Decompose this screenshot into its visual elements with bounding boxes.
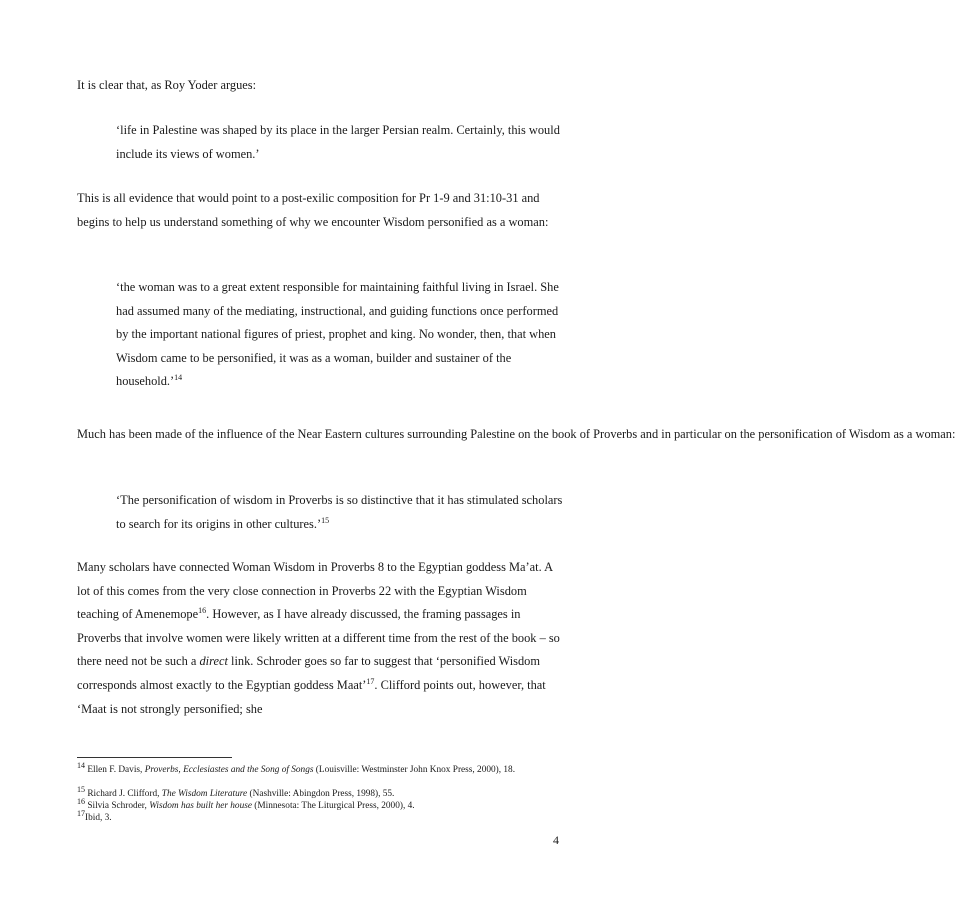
- footnote-number: 17: [77, 808, 85, 818]
- paragraph-post-exilic: This is all evidence that would point to a post-exilic composition for Pr 1-9 and 31:10-31 and begins to help us understand something of why we encounter Wisdom personified as a woman:: [77, 191, 549, 229]
- paragraph-text: link. Schroder goes so far to suggest that ‘personified Wisdom corresponds almost exactly to the Egyptian goddess Maat’: [77, 654, 541, 692]
- footnote-14: [77, 760, 567, 776]
- quote-text: ‘The personification of wisdom in Proverbs is so distinctive that it has stimulated scholars to search for its origins in other cultures.’: [116, 493, 563, 531]
- quote-text: ‘the woman was to a great extent responsible for maintaining faithful living in Israel. She had assumed many of the mediating, instructional, and guiding functions once performed by the important national figures of priest, prophet and king. No wonder, then, that when Wisdom came to be personified, it was as a woman, builder and sustainer of the household.’: [116, 280, 559, 389]
- footnote-number: 15: [77, 784, 85, 794]
- footnote-title: Proverbs, Ecclesiastes and the Song of Songs: [144, 765, 314, 775]
- footnote-ref-14: 14: [174, 373, 183, 383]
- paragraph-text: . However, as I have already discussed, the framing passages in Proverbs that involve women were likely written at a different time from the rest of the book – so there need not be such a: [77, 607, 560, 669]
- footnote-ref-15: 15: [321, 515, 330, 525]
- paragraph-near-eastern: Much has been made of the influence of the Near Eastern cultures surrounding Palestine on the book of Proverbs and in particular on the personification of Wisdom as a woman:: [77, 427, 955, 441]
- block-quote-clifford: [116, 489, 564, 536]
- footnote-title: The Wisdom Literature: [161, 789, 248, 799]
- footnote-text: (Louisville: Westminster John Knox Press, 2000), 18.: [313, 765, 516, 775]
- footnote-text: Richard J. Clifford,: [85, 789, 162, 799]
- paragraph-text: . Clifford points out, however, that ‘Maat is not strongly personified; she: [77, 677, 546, 716]
- footnote-text: (Minnesota: The Liturgical Press, 2000), 4.: [251, 801, 415, 811]
- footnote-text: (Nashville: Abingdon Press, 1998), 55.: [247, 789, 395, 799]
- paragraph-intro: It is clear that, as Roy Yoder argues:: [77, 78, 257, 92]
- footnote-text: Ellen F. Davis,: [85, 765, 145, 775]
- footnote-15: [77, 784, 567, 800]
- block-quote-davis: [116, 276, 564, 394]
- footnote-number: 16: [77, 796, 85, 806]
- footnote-17: [77, 808, 567, 824]
- footnote-16: [77, 796, 567, 812]
- block-quote-yoder: ‘life in Palestine was shaped by its place in the larger Persian realm. Certainly, this would include its views of women.’: [116, 123, 560, 161]
- footnote-text: Ibid, 3.: [85, 813, 112, 823]
- footnote-title: Wisdom has built her house: [149, 801, 252, 811]
- paragraph-text: Many scholars have connected Woman Wisdom in Proverbs 8 to the Egyptian goddess Ma’at. A lot of this comes from the very close connection in Proverbs 22 with the Egyptian Wisdom teaching of Amenemope: [77, 560, 553, 622]
- page-number: 4: [553, 833, 559, 847]
- footnote-ref-17: 17: [366, 676, 375, 686]
- footnote-ref-16: 16: [198, 606, 207, 616]
- footnote-divider: [77, 757, 232, 758]
- footnote-number: 14: [77, 760, 85, 770]
- paragraph-maat: [77, 556, 563, 721]
- footnote-text: Silvia Schroder,: [85, 801, 150, 811]
- emphasis-text: direct: [199, 654, 228, 669]
